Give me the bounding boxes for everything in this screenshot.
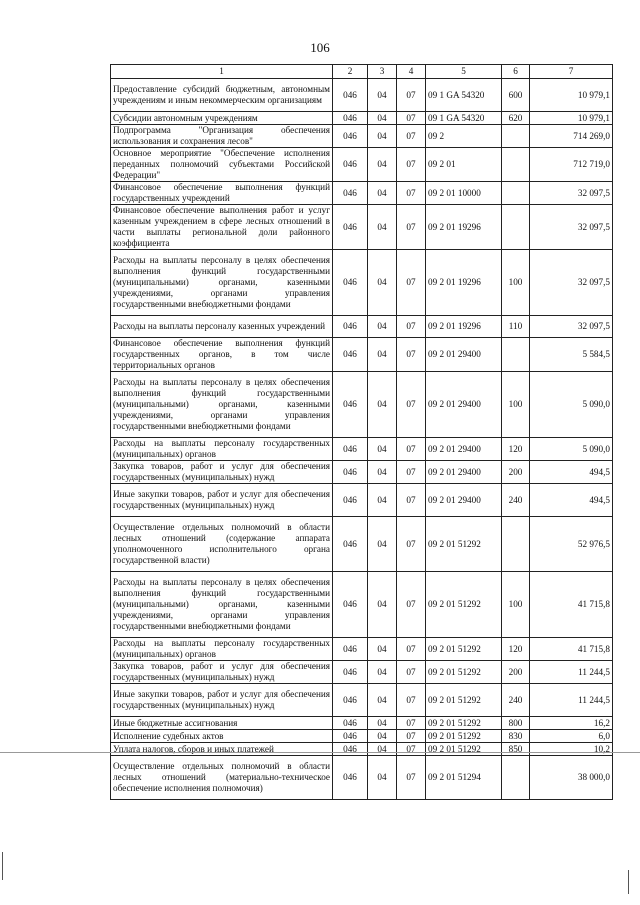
column-header: 5	[426, 65, 502, 79]
row-amount: 10,2	[530, 743, 613, 756]
row-admin-code: 046	[333, 438, 368, 461]
row-name: Иные бюджетные ассигнования	[111, 717, 333, 730]
header-row	[111, 65, 613, 79]
row-admin-code: 046	[333, 572, 368, 638]
row-amount: 32 097,5	[530, 316, 613, 338]
row-admin-code: 046	[333, 517, 368, 572]
row-amount: 32 097,5	[530, 182, 613, 205]
row-name: Расходы на выплаты персоналу в целях обеспечения выполнения функций государственными (муниципальными) органами, казенными учреждениями, органами управления государственными внебюджетными фондами	[111, 250, 333, 316]
table-row	[111, 79, 613, 112]
row-admin-code: 046	[333, 79, 368, 112]
row-section-code: 04	[368, 205, 397, 250]
row-expense-type: 110	[502, 316, 530, 338]
row-subsection-code: 07	[397, 684, 426, 717]
row-section-code: 04	[368, 461, 397, 484]
row-admin-code: 046	[333, 717, 368, 730]
row-target-code: 09 2 01 29400	[426, 338, 502, 372]
table-row	[111, 743, 613, 756]
row-admin-code: 046	[333, 205, 368, 250]
row-name: Подпрограмма "Организация обеспечения использования и сохранения лесов"	[111, 125, 333, 148]
row-section-code: 04	[368, 743, 397, 756]
row-name: Расходы на выплаты персоналу государственных (муниципальных) органов	[111, 638, 333, 661]
row-expense-type	[502, 205, 530, 250]
row-admin-code: 046	[333, 461, 368, 484]
row-target-code: 09 2 01 51292	[426, 684, 502, 717]
row-amount: 38 000,0	[530, 756, 613, 800]
row-expense-type: 850	[502, 743, 530, 756]
row-amount: 714 269,0	[530, 125, 613, 148]
row-subsection-code: 07	[397, 756, 426, 800]
row-name: Закупка товаров, работ и услуг для обеспечения государственных (муниципальных) нужд	[111, 661, 333, 684]
row-section-code: 04	[368, 250, 397, 316]
table-row	[111, 148, 613, 182]
row-section-code: 04	[368, 756, 397, 800]
row-name: Расходы на выплаты персоналу в целях обеспечения выполнения функций государственными (муниципальными) органами, казенными учреждениями, органами управления государственными внебюджетными фондами	[111, 572, 333, 638]
row-section-code: 04	[368, 661, 397, 684]
table-row	[111, 756, 613, 800]
row-subsection-code: 07	[397, 79, 426, 112]
column-header: 1	[111, 65, 333, 79]
row-subsection-code: 07	[397, 743, 426, 756]
row-expense-type	[502, 125, 530, 148]
column-header: 4	[397, 65, 426, 79]
row-subsection-code: 07	[397, 125, 426, 148]
row-subsection-code: 07	[397, 182, 426, 205]
row-expense-type	[502, 517, 530, 572]
row-section-code: 04	[368, 316, 397, 338]
row-subsection-code: 07	[397, 148, 426, 182]
row-target-code: 09 1 GA 54320	[426, 112, 502, 125]
row-target-code: 09 2 01 51292	[426, 638, 502, 661]
row-target-code: 09 2 01 51292	[426, 717, 502, 730]
table-row	[111, 372, 613, 438]
row-amount: 5 090,0	[530, 372, 613, 438]
row-expense-type: 830	[502, 730, 530, 743]
row-admin-code: 046	[333, 372, 368, 438]
row-target-code: 09 2 01 51292	[426, 572, 502, 638]
row-subsection-code: 07	[397, 572, 426, 638]
row-section-code: 04	[368, 730, 397, 743]
row-expense-type: 600	[502, 79, 530, 112]
table-row	[111, 182, 613, 205]
row-subsection-code: 07	[397, 372, 426, 438]
row-section-code: 04	[368, 572, 397, 638]
row-amount: 494,5	[530, 461, 613, 484]
row-expense-type	[502, 148, 530, 182]
row-name: Субсидии автономным учреждениям	[111, 112, 333, 125]
row-expense-type	[502, 182, 530, 205]
row-amount: 494,5	[530, 484, 613, 517]
row-subsection-code: 07	[397, 250, 426, 316]
row-admin-code: 046	[333, 182, 368, 205]
row-target-code: 09 2 01 51294	[426, 756, 502, 800]
row-section-code: 04	[368, 112, 397, 125]
row-admin-code: 046	[333, 484, 368, 517]
table-row	[111, 572, 613, 638]
row-target-code: 09 2 01 51292	[426, 730, 502, 743]
row-section-code: 04	[368, 638, 397, 661]
row-admin-code: 046	[333, 125, 368, 148]
page-number: 106	[310, 40, 330, 55]
row-target-code: 09 2 01 29400	[426, 438, 502, 461]
table-row	[111, 484, 613, 517]
row-amount: 5 090,0	[530, 438, 613, 461]
row-target-code: 09 2 01 29400	[426, 484, 502, 517]
row-expense-type: 100	[502, 572, 530, 638]
table-row	[111, 438, 613, 461]
row-expense-type: 800	[502, 717, 530, 730]
table-row	[111, 461, 613, 484]
table-row	[111, 717, 613, 730]
row-name: Иные закупки товаров, работ и услуг для обеспечения государственных (муниципальных) нужд	[111, 484, 333, 517]
row-admin-code: 046	[333, 148, 368, 182]
row-admin-code: 046	[333, 112, 368, 125]
row-section-code: 04	[368, 484, 397, 517]
row-target-code: 09 2 01 51292	[426, 517, 502, 572]
row-admin-code: 046	[333, 250, 368, 316]
row-subsection-code: 07	[397, 112, 426, 125]
column-header: 7	[530, 65, 613, 79]
row-target-code: 09 2 01 19296	[426, 205, 502, 250]
table-row	[111, 125, 613, 148]
row-admin-code: 046	[333, 638, 368, 661]
row-section-code: 04	[368, 517, 397, 572]
row-target-code: 09 2 01 19296	[426, 316, 502, 338]
row-name: Уплата налогов, сборов и иных платежей	[111, 743, 333, 756]
row-name: Исполнение судебных актов	[111, 730, 333, 743]
row-subsection-code: 07	[397, 438, 426, 461]
row-name: Расходы на выплаты персоналу государственных (муниципальных) органов	[111, 438, 333, 461]
row-admin-code: 046	[333, 756, 368, 800]
row-amount: 10 979,1	[530, 112, 613, 125]
row-amount: 41 715,8	[530, 572, 613, 638]
row-target-code: 09 2 01 29400	[426, 461, 502, 484]
row-amount: 41 715,8	[530, 638, 613, 661]
row-expense-type	[502, 338, 530, 372]
row-target-code: 09 2 01 51292	[426, 661, 502, 684]
row-section-code: 04	[368, 125, 397, 148]
row-expense-type: 100	[502, 250, 530, 316]
row-name: Финансовое обеспечение выполнения работ и услуг казенным учреждением в сфере лесных отношений в части выплаты региональной доли районного коэффициента	[111, 205, 333, 250]
row-target-code: 09 2 01 19296	[426, 250, 502, 316]
row-name: Расходы на выплаты персоналу в целях обеспечения выполнения функций государственными (муниципальными) органами, казенными учреждениями, органами управления государственными внебюджетными фондами	[111, 372, 333, 438]
row-section-code: 04	[368, 684, 397, 717]
row-expense-type: 240	[502, 684, 530, 717]
row-amount: 16,2	[530, 717, 613, 730]
row-target-code: 09 2 01	[426, 148, 502, 182]
row-section-code: 04	[368, 148, 397, 182]
table-row	[111, 250, 613, 316]
row-subsection-code: 07	[397, 661, 426, 684]
row-expense-type: 200	[502, 461, 530, 484]
row-section-code: 04	[368, 438, 397, 461]
row-name: Предоставление субсидий бюджетным, автономным учреждениям и иным некоммерческим организациям	[111, 79, 333, 112]
row-admin-code: 046	[333, 743, 368, 756]
row-amount: 10 979,1	[530, 79, 613, 112]
row-expense-type: 120	[502, 638, 530, 661]
row-expense-type: 100	[502, 372, 530, 438]
row-target-code: 09 2 01 29400	[426, 372, 502, 438]
row-target-code: 09 2 01 10000	[426, 182, 502, 205]
row-name: Осуществление отдельных полномочий в области лесных отношений (материально-техническое обеспечение исполнения полномочия)	[111, 756, 333, 800]
row-subsection-code: 07	[397, 338, 426, 372]
table-row	[111, 338, 613, 372]
table-row	[111, 316, 613, 338]
row-amount: 712 719,0	[530, 148, 613, 182]
row-subsection-code: 07	[397, 484, 426, 517]
row-name: Финансовое обеспечение выполнения функций государственных учреждений	[111, 182, 333, 205]
row-target-code: 09 2 01 51292	[426, 743, 502, 756]
row-name: Основное мероприятие "Обеспечение исполнения переданных полномочий субъектами Российской Федерации"	[111, 148, 333, 182]
row-subsection-code: 07	[397, 730, 426, 743]
row-subsection-code: 07	[397, 205, 426, 250]
row-admin-code: 046	[333, 730, 368, 743]
row-name: Иные закупки товаров, работ и услуг для обеспечения государственных (муниципальных) нужд	[111, 684, 333, 717]
table-row	[111, 517, 613, 572]
row-section-code: 04	[368, 79, 397, 112]
row-admin-code: 046	[333, 316, 368, 338]
row-amount: 11 244,5	[530, 684, 613, 717]
row-name: Финансовое обеспечение выполнения функций государственных органов, в том числе территориальных органов	[111, 338, 333, 372]
row-expense-type	[502, 756, 530, 800]
table-row	[111, 684, 613, 717]
row-subsection-code: 07	[397, 316, 426, 338]
scan-edge-mark	[628, 870, 629, 894]
row-expense-type: 120	[502, 438, 530, 461]
row-amount: 11 244,5	[530, 661, 613, 684]
row-admin-code: 046	[333, 684, 368, 717]
row-subsection-code: 07	[397, 717, 426, 730]
row-section-code: 04	[368, 372, 397, 438]
row-section-code: 04	[368, 717, 397, 730]
row-admin-code: 046	[333, 661, 368, 684]
row-name: Закупка товаров, работ и услуг для обеспечения государственных (муниципальных) нужд	[111, 461, 333, 484]
row-amount: 6,0	[530, 730, 613, 743]
table-row	[111, 112, 613, 125]
row-target-code: 09 2	[426, 125, 502, 148]
row-subsection-code: 07	[397, 638, 426, 661]
row-subsection-code: 07	[397, 461, 426, 484]
column-header: 2	[333, 65, 368, 79]
table-row	[111, 638, 613, 661]
table-row	[111, 730, 613, 743]
row-name: Расходы на выплаты персоналу казенных учреждений	[111, 316, 333, 338]
row-expense-type: 240	[502, 484, 530, 517]
scan-edge-mark	[2, 852, 3, 880]
row-amount: 32 097,5	[530, 205, 613, 250]
row-name: Осуществление отдельных полномочий в области лесных отношений (содержание аппарата уполномоченного исполнительного органа государственной власти)	[111, 517, 333, 572]
row-admin-code: 046	[333, 338, 368, 372]
scan-margin-line	[0, 752, 640, 753]
row-section-code: 04	[368, 338, 397, 372]
row-subsection-code: 07	[397, 517, 426, 572]
budget-table	[110, 64, 613, 800]
row-expense-type: 200	[502, 661, 530, 684]
row-target-code: 09 1 GA 54320	[426, 79, 502, 112]
row-amount: 5 584,5	[530, 338, 613, 372]
column-header: 3	[368, 65, 397, 79]
row-expense-type: 620	[502, 112, 530, 125]
row-amount: 52 976,5	[530, 517, 613, 572]
table-row	[111, 661, 613, 684]
table-row	[111, 205, 613, 250]
row-section-code: 04	[368, 182, 397, 205]
column-header: 6	[502, 65, 530, 79]
row-amount: 32 097,5	[530, 250, 613, 316]
